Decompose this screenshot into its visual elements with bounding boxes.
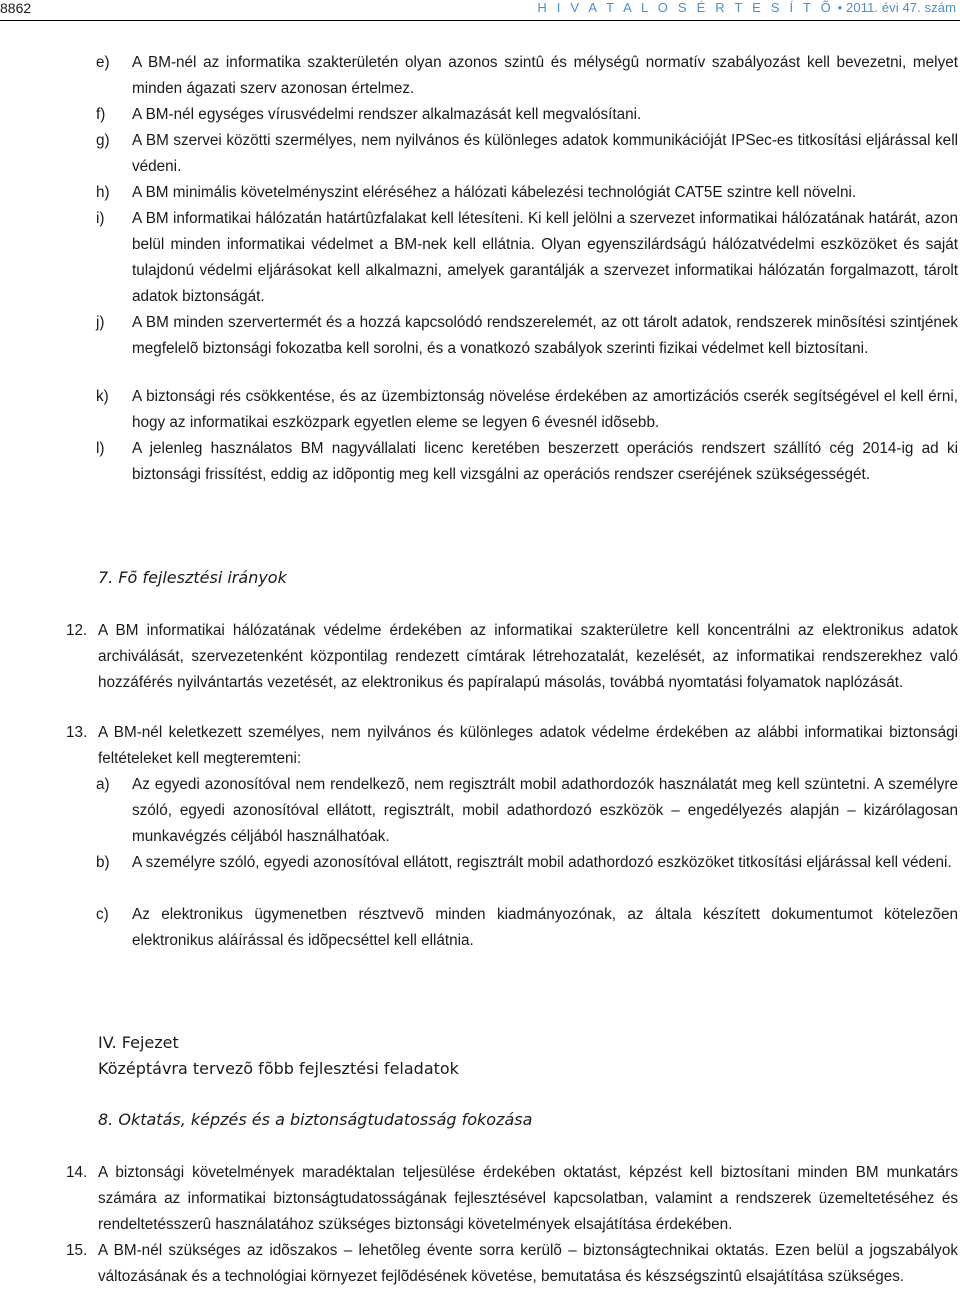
paragraph-number: 12. <box>66 622 88 639</box>
paragraph-15 <box>66 1238 958 1290</box>
list-item-h <box>96 180 958 206</box>
chapter-number: IV. Fejezet <box>98 1033 179 1052</box>
list-text: A jelenleg használatos BM nagyvállalati licenc keretében beszerzett operációs rendszert szállító cég 2014-ig ad ki biztonsági frissítést, eddig az idõpontig meg kell vizsgálni az operációs rendszer cseréjének szükségességét. <box>132 440 958 483</box>
running-head <box>537 0 956 16</box>
section-heading-7: 7. Fõ fejlesztési irányok <box>98 568 287 587</box>
page-number: 8862 <box>0 0 32 16</box>
list-item-f <box>96 102 958 128</box>
list-label: e) <box>96 54 110 71</box>
list-label: k) <box>96 388 109 405</box>
list-text: A BM-nél egységes vírusvédelmi rendszer alkalmazását kell megvalósítani. <box>132 106 642 123</box>
list-text: A BM-nél az informatika szakterületén olyan azonos szintû és mélységû normatív szabályozást kell bevezetni, melyet minden ágazati szerv azonosan értelmez. <box>132 54 958 97</box>
list-item-b <box>96 850 958 876</box>
list-item-c <box>96 902 958 954</box>
list-label: l) <box>96 440 105 457</box>
list-item-g <box>96 128 958 180</box>
list-item-l <box>96 436 958 488</box>
list-text: A BM informatikai hálózatán határtûzfalakat kell létesíteni. Ki kell jelölni a szervezet informatikai hálózatának határát, azon belül minden informatikai védelmet a BM-nek kell ellátnia. Olyan egyenszilárdságú hálózatvédelmi eszközöket és saját tulajdonú védelmi eljárásokat kell alkalmazni, amelyek garantálják a szervezet informatikai hálózatán forgalmazott, tárolt adatok biztonságát. <box>132 210 958 305</box>
issue-label: 2011. évi 47. szám <box>846 0 956 15</box>
list-text: Az egyedi azonosítóval nem rendelkezõ, nem regisztrált mobil adathordozók használatát meg kell szüntetni. A személyre szóló, egyedi azonosítóval ellátott, regisztrált, mobil adathordozó eszközök – engedélyezés alapján – kizárólagosan munkavégzés céljából használhatóak. <box>132 776 958 845</box>
list-item-k <box>96 384 958 436</box>
list-label: b) <box>96 854 110 871</box>
list-label: c) <box>96 906 109 923</box>
list-label: h) <box>96 184 110 201</box>
page-header <box>0 0 960 22</box>
paragraph-12 <box>66 618 958 696</box>
list-label: a) <box>96 776 110 793</box>
list-label: j) <box>96 314 105 331</box>
section-heading-8: 8. Oktatás, képzés és a biztonságtudatosság fokozása <box>98 1110 533 1129</box>
header-rule <box>0 20 960 21</box>
list-text: A BM szervei közötti szermélyes, nem nyilvános és különleges adatok kommunikációját IPSec-es titkosítási eljárással kell védeni. <box>132 132 958 175</box>
list-text: A biztonsági rés csökkentése, és az üzembiztonság növelése érdekében az amortizációs cserék segítségével el kell érni, hogy az informatikai eszközpark egyetlen eleme se legyen 6 évesnél idõsebb. <box>132 388 958 431</box>
list-text: A személyre szóló, egyedi azonosítóval ellátott, regisztrált mobil adathordozó eszközöket titkosítási eljárással kell védeni. <box>132 854 952 871</box>
paragraph-13 <box>66 720 958 772</box>
list-item-e <box>96 50 958 102</box>
paragraph-14 <box>66 1160 958 1238</box>
list-item-i <box>96 206 958 310</box>
paragraph-text: A BM informatikai hálózatának védelme érdekében az informatikai szakterületre kell koncentrálni az elektronikus adatok archiválását, szervezetenként központilag rendezett címtárak létrehozatalát, kezelését, az informatikai rendszerekhez való hozzáférés nyilvántartás vezetését, az elektronikus és papíralapú másolás, továbbá nyomtatási folyamatok naplózását. <box>98 622 958 691</box>
publication-name: H I V A T A L O S É R T E S Í T Õ <box>537 0 834 15</box>
paragraph-text: A BM-nél keletkezett személyes, nem nyilvános és különleges adatok védelme érdekében az alábbi informatikai biztonsági feltételeket kell megteremteni: <box>98 724 958 767</box>
list-item-j <box>96 310 958 362</box>
list-text: Az elektronikus ügymenetben résztvevõ minden kiadmányozónak, az általa készített dokumentumot kötelezõen elektronikus aláírással és idõpecséttel kell ellátnia. <box>132 906 958 949</box>
paragraph-text: A biztonsági követelmények maradéktalan teljesülése érdekében oktatást, képzést kell biztosítani minden BM munkatárs számára az informatikai biztonságtudatosságának fejlesztésével kapcsolatban, valamint a rendszerek üzemeltetéséhez és rendeltetésszerû használatához szükséges biztonsági követelmények elsajátítása érdekében. <box>98 1164 958 1233</box>
paragraph-number: 13. <box>66 724 88 741</box>
paragraph-text: A BM-nél szükséges az idõszakos – lehetõleg évente sorra kerülõ – biztonságtechnikai oktatás. Ezen belül a jogszabályok változásának és a technológiai környezet fejlõdésének követése, bemutatása és készségszintû elsajátítása szükséges. <box>98 1242 958 1285</box>
separator-dot: • <box>837 0 843 15</box>
list-item-a <box>96 772 958 850</box>
paragraph-number: 14. <box>66 1164 88 1181</box>
list-text: A BM minimális követelményszint eléréséhez a hálózati kábelezési technológiát CAT5E szintre kell növelni. <box>132 184 857 201</box>
list-label: i) <box>96 210 105 227</box>
chapter-title: Középtávra tervezõ fõbb fejlesztési feladatok <box>98 1059 459 1078</box>
list-label: g) <box>96 132 110 149</box>
list-label: f) <box>96 106 106 123</box>
list-text: A BM minden szervertermét és a hozzá kapcsolódó rendszerelemét, az ott tárolt adatok, rendszerek minõsítési szintjének megfelelõ biztonsági fokozatba kell sorolni, és a vonatkozó szabályok szerinti fizikai védelmet kell biztosítani. <box>132 314 958 357</box>
paragraph-number: 15. <box>66 1242 88 1259</box>
